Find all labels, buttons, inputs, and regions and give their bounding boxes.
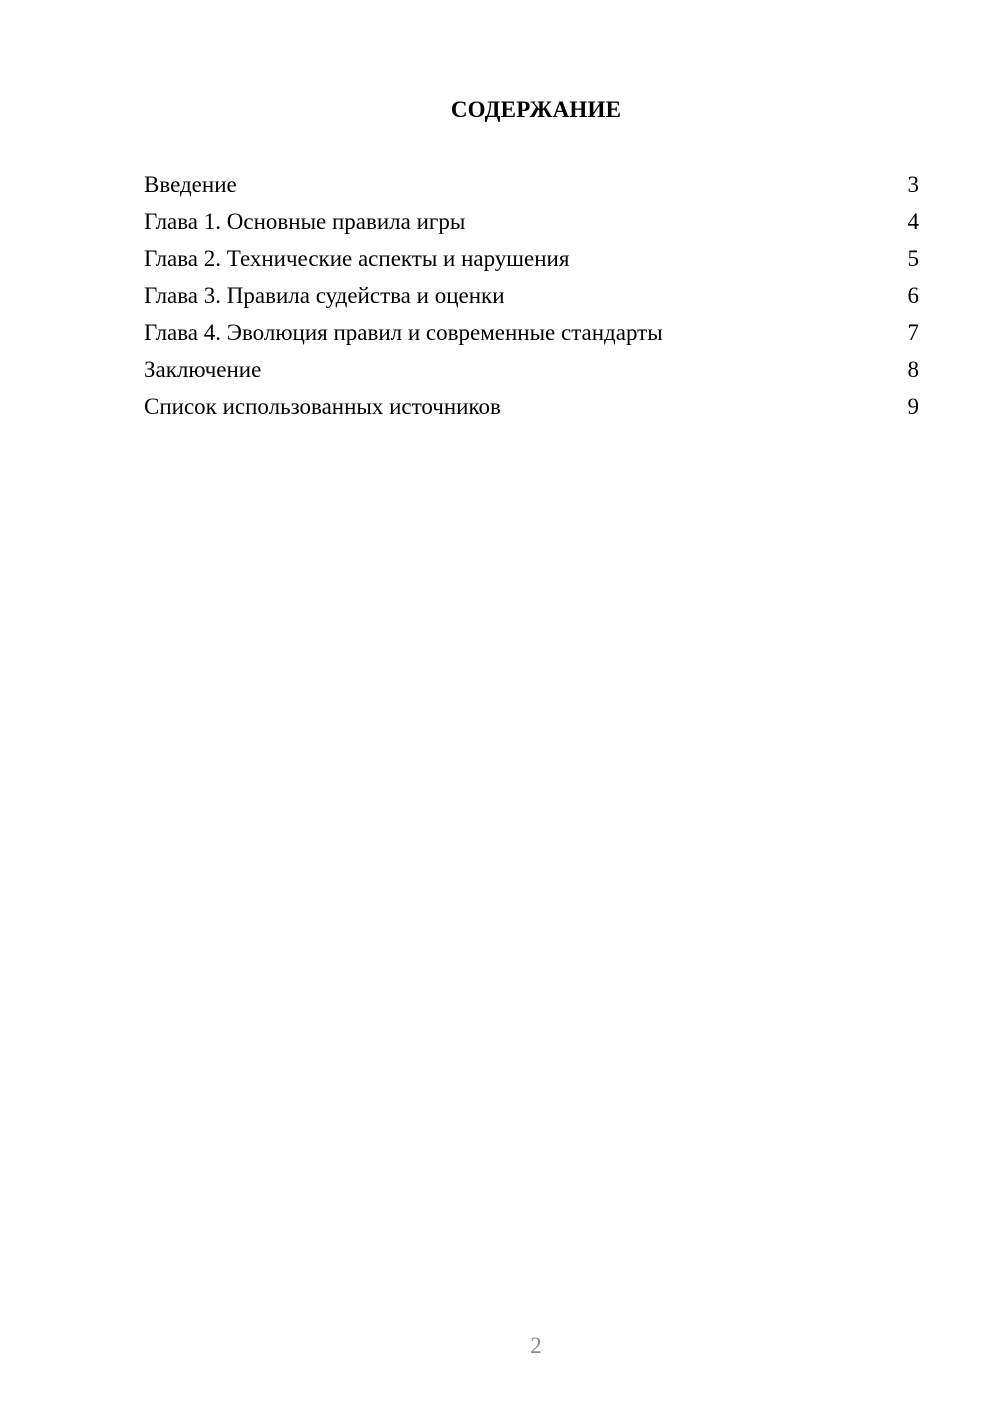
toc-entry-title: Глава 4. Эволюция правил и современные стандарты <box>144 320 663 345</box>
toc-entry-introduction <box>144 166 919 203</box>
page-number: 2 <box>530 1333 542 1358</box>
toc-list <box>144 166 919 425</box>
toc-entry-chapter-3 <box>144 277 919 314</box>
toc-entry-page: 8 <box>907 357 919 382</box>
toc-entry-chapter-4 <box>144 314 919 351</box>
toc-entry-page: 9 <box>907 394 919 419</box>
toc-entry-chapter-2 <box>144 240 919 277</box>
toc-entry-title: Список использованных источников <box>144 394 501 419</box>
toc-entry-page: 5 <box>907 246 919 271</box>
toc-entry-title: Введение <box>144 172 237 197</box>
toc-entry-page: 6 <box>907 283 919 308</box>
toc-entry-title: Глава 2. Технические аспекты и нарушения <box>144 246 570 271</box>
toc-entry-page: 7 <box>907 320 919 345</box>
toc-entry-references <box>144 388 919 425</box>
toc-entry-title: Глава 1. Основные правила игры <box>144 209 466 234</box>
toc-entry-title: Глава 3. Правила судейства и оценки <box>144 283 505 308</box>
toc-entry-page: 3 <box>907 172 919 197</box>
toc-entry-conclusion <box>144 351 919 388</box>
toc-entry-page: 4 <box>907 209 919 234</box>
toc-title: СОДЕРЖАНИЕ <box>450 97 622 122</box>
toc-entry-chapter-1 <box>144 203 919 240</box>
toc-entry-title: Заключение <box>144 357 262 382</box>
